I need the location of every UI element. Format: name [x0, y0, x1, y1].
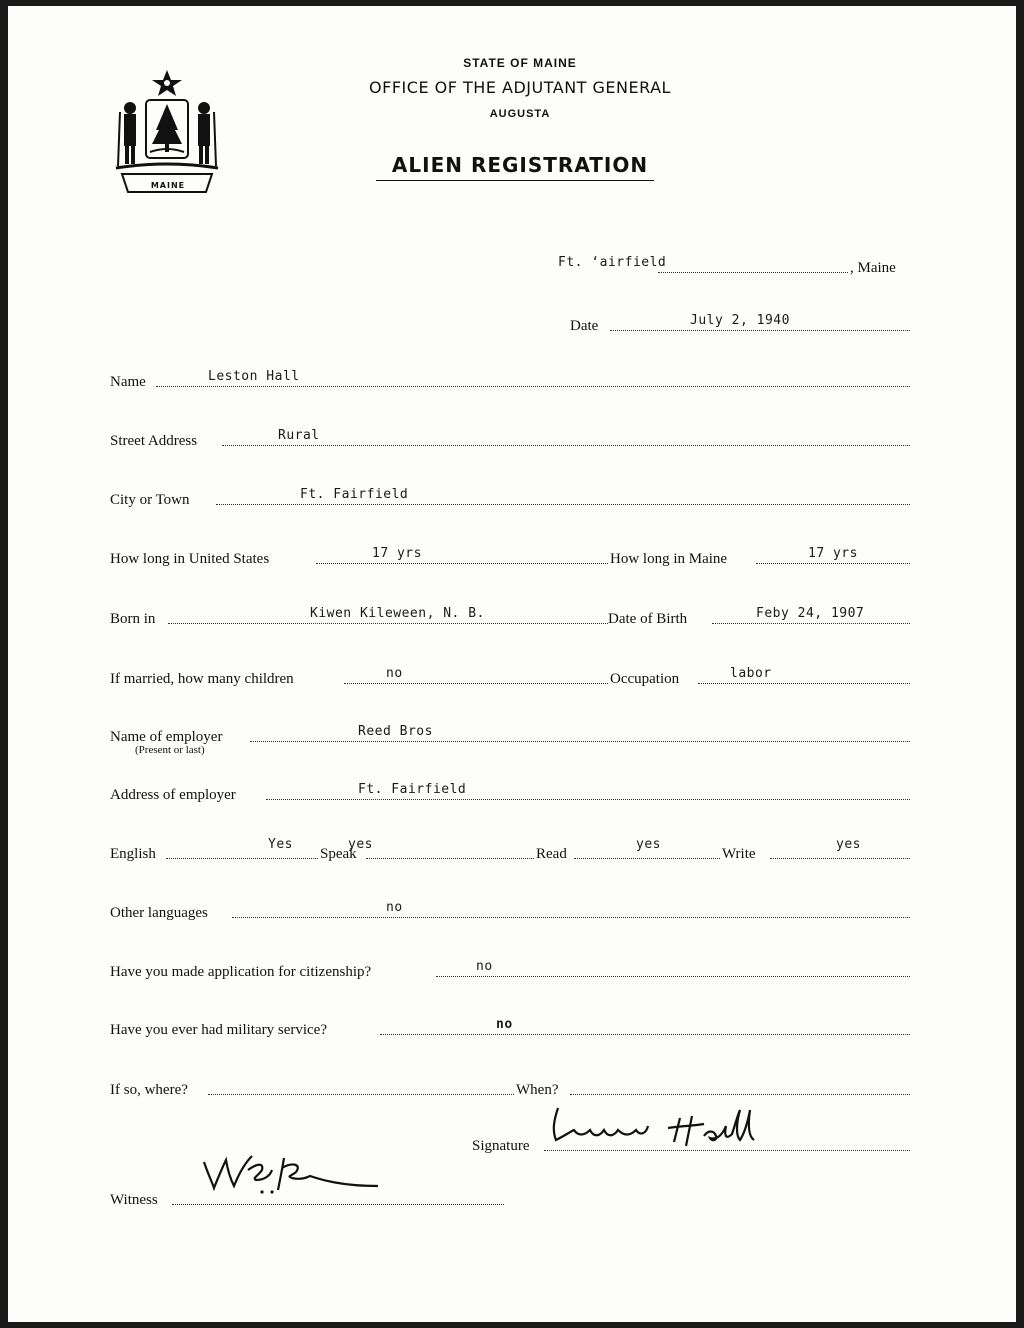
date-label: Date: [570, 318, 599, 334]
children-label: If married, how many children: [110, 671, 294, 687]
employer-sublabel: (Present or last): [135, 744, 205, 756]
other-languages-label: Other languages: [110, 905, 208, 921]
english-value: Yes: [268, 837, 293, 852]
state-heading: STATE OF MAINE: [463, 56, 577, 70]
born-label: Born in: [110, 611, 156, 627]
speak-line: [366, 858, 534, 859]
citizenship-value: no: [476, 959, 493, 974]
us-line: [316, 563, 608, 564]
employer-address-line: [266, 799, 910, 800]
military-label: Have you ever had military service?: [110, 1022, 327, 1038]
maine-value: 17 yrs: [808, 546, 858, 561]
citizenship-line: [436, 976, 910, 977]
dob-value: Feby 24, 1907: [756, 606, 865, 621]
citizenship-row: [110, 954, 910, 980]
children-value: no: [386, 666, 403, 681]
where-when-row: [110, 1072, 910, 1098]
place-row: [558, 250, 918, 276]
street-label: Street Address: [110, 433, 198, 449]
other-languages-value: no: [386, 900, 403, 915]
date-value: July 2, 1940: [690, 313, 790, 328]
occupation-value: labor: [730, 666, 772, 681]
employer-value: Reed Bros: [358, 724, 433, 739]
name-value: Leston Hall: [208, 369, 300, 384]
employer-address-row: [110, 777, 910, 803]
office-heading: OFFICE OF THE ADJUTANT GENERAL: [369, 78, 671, 97]
where-label: If so, where?: [110, 1082, 188, 1098]
maine-line: [756, 563, 910, 564]
read-value: yes: [636, 837, 661, 852]
write-value: yes: [836, 837, 861, 852]
born-line: [168, 623, 608, 624]
military-value: no: [496, 1017, 513, 1032]
us-value: 17 yrs: [372, 546, 422, 561]
when-line: [570, 1094, 910, 1095]
read-line: [574, 858, 720, 859]
born-value: Kiwen Kileween, N. B.: [310, 606, 485, 621]
residence-row: [110, 541, 910, 567]
write-label: Write: [722, 846, 756, 862]
employer-address-value: Ft. Fairfield: [358, 782, 467, 797]
employer-label: Name of employer: [110, 729, 223, 745]
form-title: ALIEN REGISTRATION: [391, 153, 649, 177]
witness-line: [172, 1204, 504, 1205]
place-line: [658, 272, 848, 273]
children-line: [344, 683, 608, 684]
english-line: [166, 858, 318, 859]
city-line: [216, 504, 910, 505]
seal-banner-text: MAINE: [150, 181, 186, 190]
employer-line: [250, 741, 910, 742]
registration-form: [8, 6, 1016, 1322]
family-row: [110, 661, 910, 687]
place-value: Ft. ‘airfield: [558, 255, 667, 270]
military-line: [380, 1034, 910, 1035]
place-suffix: , Maine: [850, 260, 896, 276]
applicant-signature: [544, 1096, 780, 1156]
read-label: Read: [536, 846, 567, 862]
citizenship-label: Have you made application for citizenship?: [110, 964, 372, 980]
city-heading: AUGUSTA: [489, 108, 551, 120]
language-ability-row: [110, 836, 910, 862]
name-line: [156, 386, 910, 387]
title-underline: [376, 180, 654, 181]
witness-label: Witness: [110, 1192, 158, 1208]
dob-line: [712, 623, 910, 624]
name-label: Name: [110, 374, 146, 390]
employer-row: [110, 719, 910, 745]
occupation-label: Occupation: [610, 671, 680, 687]
speak-label: Speak: [320, 846, 357, 862]
date-row: [570, 308, 910, 334]
where-line: [208, 1094, 514, 1095]
other-languages-line: [232, 917, 910, 918]
when-label: When?: [516, 1082, 559, 1098]
signature-label: Signature: [472, 1138, 530, 1154]
name-row: [110, 364, 910, 390]
occupation-line: [698, 683, 910, 684]
city-value: Ft. Fairfield: [300, 487, 409, 502]
english-label: English: [110, 846, 156, 862]
other-languages-row: [110, 895, 910, 921]
city-row: [110, 482, 910, 508]
write-line: [770, 858, 910, 859]
street-row: [110, 423, 910, 449]
military-row: [110, 1012, 910, 1038]
us-label: How long in United States: [110, 551, 270, 567]
street-value: Rural: [278, 428, 320, 443]
witness-signature: [192, 1140, 392, 1198]
city-label: City or Town: [110, 492, 190, 508]
maine-label: How long in Maine: [610, 551, 728, 567]
speak-value: yes: [348, 837, 373, 852]
dob-label: Date of Birth: [608, 611, 688, 627]
birth-row: [110, 601, 910, 627]
street-line: [222, 445, 910, 446]
date-line: [610, 330, 910, 331]
employer-address-label: Address of employer: [110, 787, 236, 803]
